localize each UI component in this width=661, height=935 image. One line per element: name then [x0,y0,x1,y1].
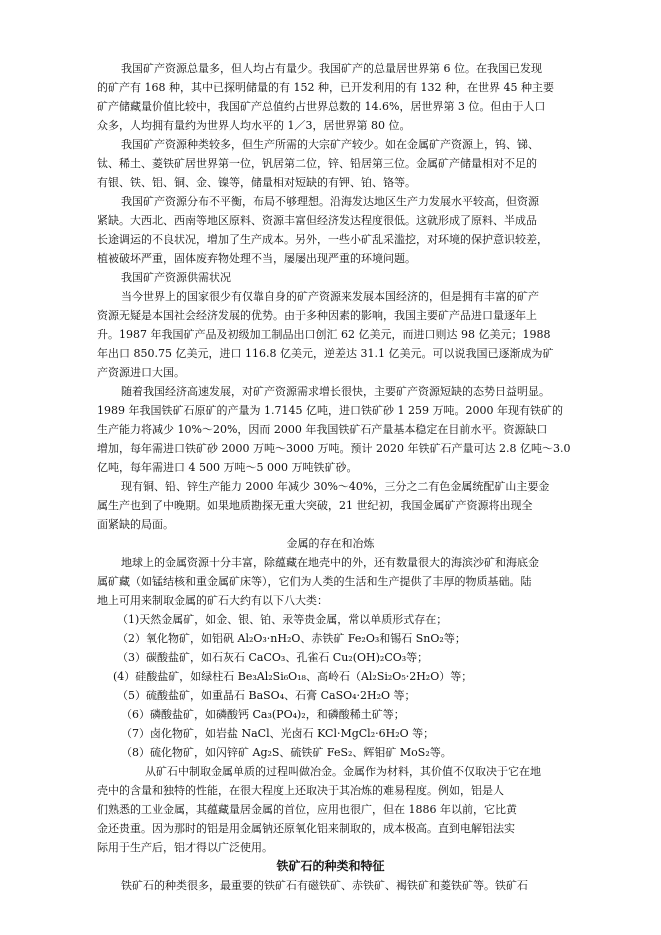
text-line: 增加，每年需进口铁矿砂 2000 万吨～3000 万吨。预计 2020 年铁矿石产量可达 2.8 亿吨～3.0 [97,442,571,455]
text-line: 地上可用来制取金属的矿石大约有以下八大类： [97,594,328,607]
text-line: 钛、稀土、菱铁矿居世界第一位，钒居第二位，锌、铅居第三位。金属矿产储量相对不足的 [97,157,537,170]
text-line: 有银、铁、铝、铜、金、镍等，储量相对短缺的有钾、铂、铬等。 [97,176,416,189]
ore-list-item: （3）碳酸盐矿，如石灰石 CaCO₃、孔雀石 Cu₂(OH)₂CO₃等； [117,651,429,664]
text-line: 当今世界上的国家很少有仅靠自身的矿产资源来发展本国经济的，但是拥有丰富的矿产 [121,290,539,303]
text-line: 年出口 850.75 亿美元，进口 116.8 亿美元，逆差达 31.1 亿美元。可以说我国已逐渐成为矿 [97,347,554,360]
text-line: 长途调运的不良状况，增加了生产成本。另外，一些小矿乱采滥挖，对环境的保护意识较差， [97,233,548,246]
section-heading-bold: 铁矿石的种类和特征 [276,859,385,873]
text-line: 从矿石中制取金属单质的过程叫做冶金。金属作为材料，其价值不仅取决于它在地 [145,765,541,778]
ore-list-item: （2）氧化物矿，如铝矾 Al₂O₃·nH₂O、赤铁矿 Fe₂O₃和锡石 SnO₂等； [117,632,466,645]
text-line: 属矿藏（如锰结核和重金属矿床等），它们为人类的生活和生产提供了丰厚的物质基础。陆 [97,575,532,588]
text-line: 生产能力将减少 10%～20%，因而 2000 年我国铁矿石产量基本稳定在目前水平。资源缺口 [97,423,548,436]
text-line: 1989 年我国铁矿石原矿的产量为 1.7145 亿吨，进口铁矿砂 1 259 万吨。2000 年现有铁矿的 [97,404,563,417]
text-line: 面紧缺的局面。 [97,518,174,531]
text-line: 地球上的金属资源十分丰富，除蕴藏在地壳中的外，还有数量很大的海滨沙矿和海底金 [121,556,539,569]
ore-list-item: （6）磷酸盐矿，如磷酸钙 Ca₃(PO₄)₂，和磷酸稀土矿等； [121,708,405,721]
text-line: 升。1987 年我国矿产品及初级加工制品出口创汇 62 亿美元，而进口则达 98 亿美元；1988 [97,328,551,341]
ore-list-item: （5）硫酸盐矿，如重晶石 BaSO₄、石膏 CaSO₄·2H₂O 等； [117,689,416,702]
text-line: 众多，人均拥有量约为世界人均水平的 1／3，居世界第 80 位。 [97,119,411,132]
text-line: 产资源进口大国。 [97,366,185,379]
text-line: 矿产储藏量价值比较中，我国矿产总值约占世界总数的 14.6%，居世界第 3 位。但由于人口 [97,100,546,113]
text-line: 随着我国经济高速发展，对矿产资源需求增长很快，主要矿产资源短缺的态势日益明显。 [121,385,550,398]
ore-list-item: （7）卤化物矿，如岩盐 NaCl、光卤石 KCl·MgCl₂·6H₂O 等； [121,727,435,740]
text-line: 属生产也到了中晚期。如果地质勘探无重大突破，21 世纪初，我国金属矿产资源将出现全 [97,499,533,512]
text-line: 植被破坏严重，固体废弃物处理不当，屡屡出现严重的环境问题。 [97,252,416,265]
ore-list-item: (4）硅酸盐矿，如绿柱石 Be₃Al₂Si₆O₁₈、高岭石（Al₂Si₂O₅·2H₂O）等； [113,670,473,683]
text-line: 资源无疑是本国社会经济发展的优势。由于多种因素的影响，我国主要矿产品进口量逐年上 [97,309,537,322]
text-line: 紧缺。大西北、西南等地区原料、资源丰富但经济发达程度很低。这就形成了原料、半成品 [97,214,537,227]
ore-list-item: （8）硫化物矿，如闪锌矿 Ag₂S、硫铁矿 FeS₂、辉钼矿 MoS₂等。 [121,746,452,759]
section-heading: 金属的存在和冶炼 [286,537,375,550]
text-line: 我国矿产资源总量多，但人均占有量少。我国矿产的总量居世界第 6 位。在我国已发现 [121,62,542,75]
text-line: 际用于生产后，铝才得以广泛使用。 [97,841,273,854]
text-line: 我国矿产资源分布不平衡，布局不够理想。沿海发达地区生产力发展水平较高，但资源 [121,195,539,208]
text-line: 的矿产有 168 种，其中已探明储量的有 152 种，已开发利用的有 132 种，在世界 45 种主要 [97,81,554,94]
text-line: 我国矿产资源种类较多，但生产所需的大宗矿产较少。如在金属矿产资源上，钨、锑、 [121,138,539,151]
text-line: 金还贵重。因为那时的铝是用金属钠还原氧化铝来制取的，成本极高。直到电解铝法实 [97,822,515,835]
text-line: 们熟悉的工业金属，其蕴藏量居金属的首位，应用也很广，但在 1886 年以前，它比黄 [97,803,517,816]
section-subheading: 我国矿产资源供需状况 [121,271,231,284]
text-line: 铁矿石的种类很多，最重要的铁矿石有磁铁矿、赤铁矿、褐铁矿和菱铁矿等。铁矿石 [121,879,528,892]
ore-list-item: （1)天然金属矿，如金、银、铂、汞等贵金属，常以单质形式存在； [117,613,448,626]
text-line: 亿吨，每年需进口 4 500 万吨～5 000 万吨铁矿砂。 [97,461,358,474]
text-line: 现有铜、铅、锌生产能力 2000 年减少 30%～40%，三分之二有色金属统配矿山主要金 [121,480,550,493]
text-line: 壳中的含量和独特的性能，在很大程度上还取决于其冶炼的难易程度。例如，铝是人 [97,784,504,797]
